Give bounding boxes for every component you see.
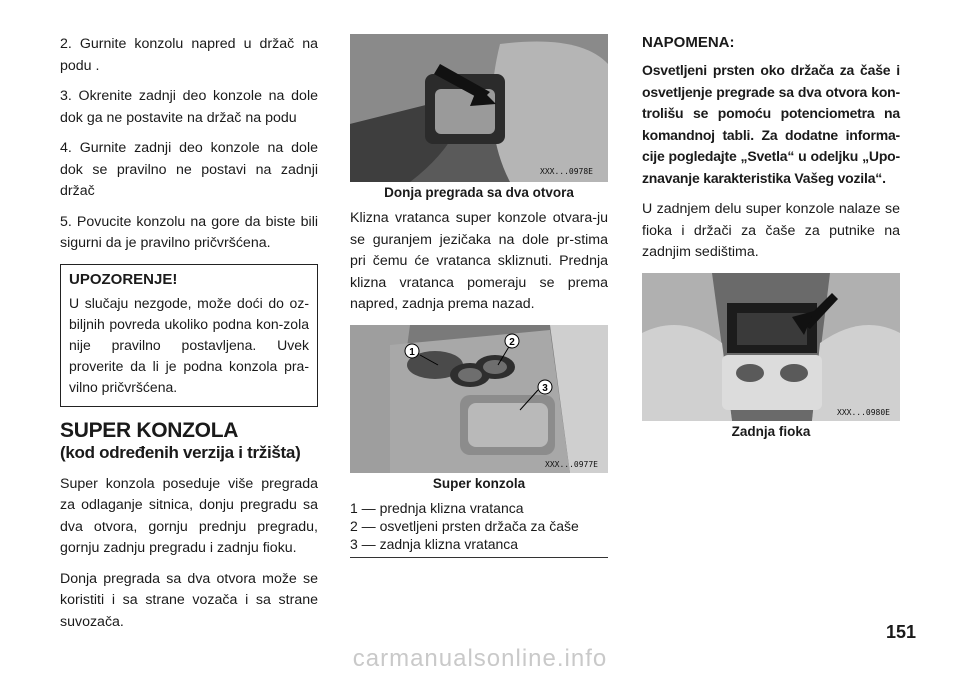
- rear-drawer-paragraph: U zadnjem delu super konzole nalaze se fioka i držači za čaše za putnike na zadnjim sedištima.: [642, 201, 900, 260]
- right-column: [642, 34, 900, 447]
- sliding-doors-paragraph: Klizna vratanca super konzole otvara-ju se guranjem jezičaka na dole pr-stima pri čemu će vratanca skliznuti. Prednja klizna vratanca pomeraju se prema napred, zadnja prema nazad.: [350, 210, 608, 312]
- note-title: NAPOMENA:: [642, 34, 735, 51]
- section-title-text: SUPER KONZOLA: [60, 418, 239, 442]
- section-title: [60, 419, 318, 464]
- legend-item-3: 3 — zadnja klizna vratanca: [350, 535, 519, 552]
- middle-column: [350, 34, 608, 558]
- caption-super-console: Super konzola: [432, 475, 526, 491]
- super-console-paragraph: Super konzola poseduje više pregrada za odlaganje sitnica, donju pregradu sa dva otvora, gornju prednju pregradu, gornju zadnju pregradu i zadnju fioku.: [60, 475, 318, 556]
- legend-item-1: 1 — prednja klizna vratanca: [350, 499, 524, 516]
- photo-rear-drawer: [642, 273, 900, 421]
- photo-super-console: [350, 325, 608, 473]
- caption-rear-drawer: Zadnja fioka: [731, 423, 811, 439]
- legend-item-2: 2 — osvetljeni prsten držača za čaše: [350, 517, 579, 534]
- step-3: 3. Okrenite zadnji deo konzole na dole dok ga ne postavite na držač na podu: [60, 88, 318, 126]
- caption-lower-compartment: Donja pregrada sa dva otvora: [384, 185, 574, 200]
- callout-2: 2: [509, 336, 515, 348]
- left-column: [60, 34, 318, 642]
- photo-code-2: XXX...0977E: [545, 459, 598, 469]
- legend: [350, 499, 608, 558]
- warning-box: [60, 264, 318, 407]
- note-text: Osvetljeni prsten oko držača za čaše i osvetljenje pregrade sa dva otvora kon-trolišu se pomoću potenciometra na komandnoj tabli. Za dodatne informa-cije pogledajte „Svetla“ u odeljku „Upo-znavanje karakteristika Vašeg vozila“.: [642, 62, 900, 186]
- photo-lower-compartment: [350, 34, 608, 182]
- step-2: 2. Gurnite konzolu napred u držač na podu .: [60, 36, 318, 74]
- watermark: carmanualsonline.info: [352, 645, 608, 672]
- lower-compartment-paragraph: Donja pregrada sa dva otvora može se koristiti i sa strane vozača i sa strane suvozača.: [60, 570, 318, 630]
- step-5: 5. Povucite konzolu na gore da biste bili sigurni da je pravilno pričvršćena.: [60, 213, 318, 251]
- callout-1: 1: [409, 346, 415, 358]
- callout-3: 3: [542, 382, 548, 394]
- section-subtitle: (kod određenih verzija i tržišta): [60, 442, 301, 462]
- photo-code-3: XXX...0980E: [837, 407, 890, 417]
- warning-text: U slučaju nezgode, može doći do oz-biljnih povreda ukoliko podna kon-zola nije pravilno postavljena. Uvek proverite da li je podna konzola pra-vilno pričvršćena.: [69, 294, 309, 395]
- page-number: 151: [885, 622, 916, 642]
- warning-title: UPOZORENJE!: [69, 270, 178, 288]
- photo-code-1: XXX...0978E: [540, 167, 593, 176]
- step-4: 4. Gurnite zadnji deo konzole na dole dok se pravilno ne postavi na zadnji držač: [60, 140, 318, 199]
